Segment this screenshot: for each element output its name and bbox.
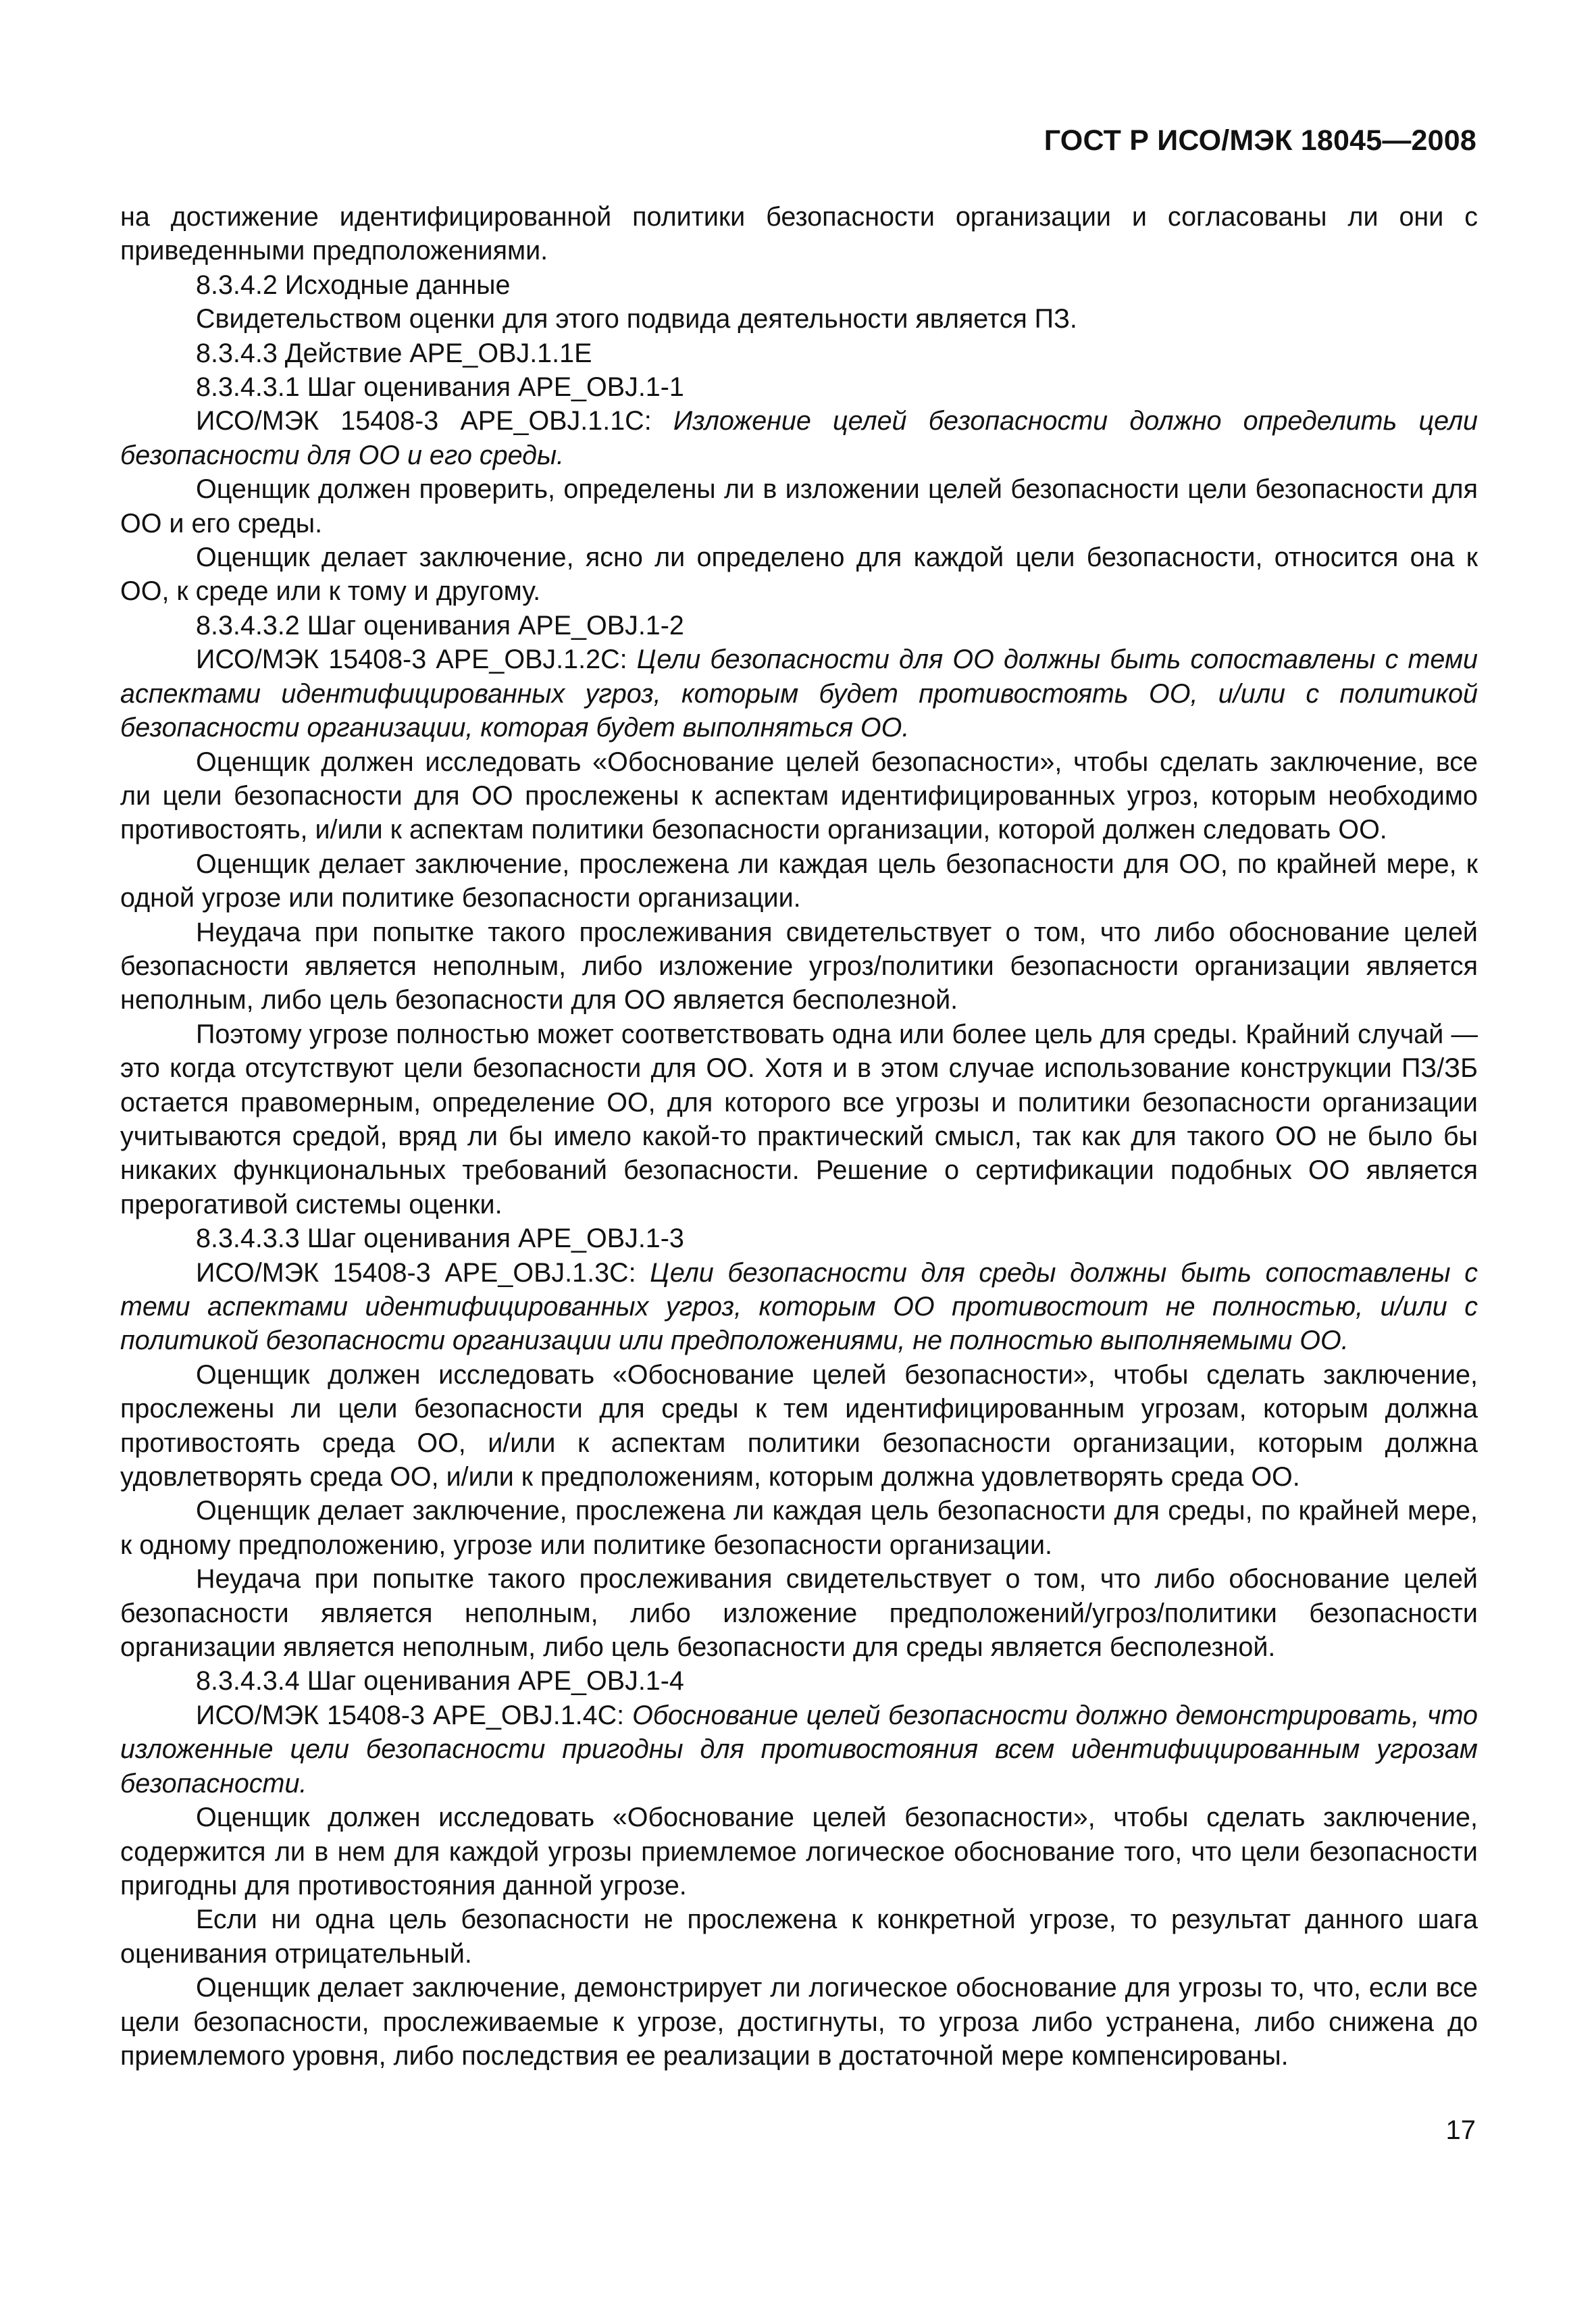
paragraph: на достижение идентифицированной политики безопасности организации и согласованы ли они с приведенными предположениями. [120,202,1478,266]
requirement-text: Изложение целей безопасности должно определить цели безопасности для ОО и его среды. [120,406,1478,470]
requirement-reference: ИСО/МЭК 15408-3 APE_OBJ.1.1C: [196,406,673,436]
paragraph: Неудача при попытке такого прослеживания свидетельствует о том, что либо обоснование целей безопасности является неполным, либо изложение угроз/политики безопасности организации является неполным, либо цель безопасности для ОО является бесполезной. [120,917,1478,1015]
paragraph: 8.3.4.3.4 Шаг оценивания APE_OBJ.1-4 [196,1666,684,1696]
paragraph: 8.3.4.3.2 Шаг оценивания APE_OBJ.1-2 [196,610,684,640]
paragraph: 8.3.4.2 Исходные данные [196,270,511,300]
paragraph: 8.3.4.3.1 Шаг оценивания APE_OBJ.1-1 [196,372,684,403]
paragraph: 8.3.4.3 Действие APE_OBJ.1.1E [196,338,592,368]
page-header-standard: ГОСТ Р ИСО/МЭК 18045—2008 [1044,124,1476,157]
paragraph: Оценщик должен исследовать «Обоснование целей безопасности», чтобы сделать заключение, содержится ли в нем для каждой угрозы приемлемое логическое обоснование того, что цели безопасности пригодны для противостояния данной угрозе. [120,1803,1478,1901]
paragraph: Если ни одна цель безопасности не прослежена к конкретной угрозе, то результат данного шага оценивания отрицательный. [120,1905,1478,1969]
paragraph: Оценщик делает заключение, прослежена ли каждая цель безопасности для среды, по крайней мере, к одному предположению, угрозе или политике безопасности организации. [120,1496,1478,1560]
page-number: 17 [1445,2115,1476,2145]
paragraph: Оценщик должен исследовать «Обоснование целей безопасности», чтобы сделать заключение, прослежены ли цели безопасности для среды к тем идентифицированным угрозам, которым должна противостоять среда ОО, и/или к аспектам политики безопасности организации, которым должна удовлетворять среда ОО, и/или к предположениям, которым должна удовлетворять среда ОО. [120,1359,1478,1492]
paragraph: Поэтому угрозе полностью может соответствовать одна или более цель для среды. Крайний случай — это когда отсутствуют цели безопасности для ОО. Хотя и в этом случае использование конструкции ПЗ/ЗБ остается правомерным, определение ОО, для которого все угрозы и политики безопасности организации учитываются средой, вряд ли бы имело какой-то практический смысл, так как для такого ОО не было бы никаких функциональных требований безопасности. Решение о сертификации подобных ОО является прерогативой системы оценки. [120,1019,1478,1219]
requirement-reference: ИСО/МЭК 15408-3 APE_OBJ.1.4C: [196,1700,633,1730]
paragraph [120,1256,1478,1358]
paragraph [120,404,1478,472]
paragraph: Оценщик должен проверить, определены ли в изложении целей безопасности цели безопасности для ОО и его среды. [120,474,1478,538]
paragraph: Оценщик делает заключение, прослежена ли каждая цель безопасности для ОО, по крайней мере, к одной угрозе или политике безопасности организации. [120,849,1478,913]
document-body [120,200,1478,2073]
requirement-text: Обоснование целей безопасности должно демонстрировать, что изложенные цели безопасности пригодны для противостояния всем идентифицированным угрозам безопасности. [120,1700,1478,1799]
requirement-reference: ИСО/МЭК 15408-3 APE_OBJ.1.2C: [196,645,637,675]
paragraph: Оценщик делает заключение, демонстрирует ли логическое обоснование для угрозы то, что, если все цели безопасности, прослеживаемые к угрозе, достигнуты, то угроза либо устранена, либо снижена до приемлемого уровня, либо последствия ее реализации в достаточной мере компенсированы. [120,1973,1478,2071]
paragraph: Неудача при попытке такого прослеживания свидетельствует о том, что либо обоснование целей безопасности является неполным, либо изложение предположений/угроз/политики безопасности организации является неполным, либо цель безопасности для среды является бесполезной. [120,1564,1478,1663]
requirement-text: Цели безопасности для ОО должны быть сопоставлены с теми аспектами идентифицированных угроз, которым будет противостоять ОО, и/или с политикой безопасности организации, которая будет выполняться ОО. [120,645,1478,743]
paragraph [120,1699,1478,1801]
requirement-reference: ИСО/МЭК 15408-3 APE_OBJ.1.3C: [196,1257,650,1288]
paragraph: Оценщик должен исследовать «Обоснование целей безопасности», чтобы сделать заключение, все ли цели безопасности для ОО прослежены к аспектам идентифицированных угроз, которым необходимо противостоять, и/или к аспектам политики безопасности организации, которой должен следовать ОО. [120,747,1478,845]
paragraph [120,643,1478,745]
requirement-text: Цели безопасности для среды должны быть сопоставлены с теми аспектами идентифицированных угроз, которым ОО противостоит не полностью, и/или с политикой безопасности организации или предположениями, не полностью выполняемыми ОО. [120,1257,1478,1356]
paragraph: Свидетельством оценки для этого подвида деятельности является ПЗ. [196,304,1077,334]
paragraph: 8.3.4.3.3 Шаг оценивания APE_OBJ.1-3 [196,1224,684,1254]
paragraph: Оценщик делает заключение, ясно ли определено для каждой цели безопасности, относится она к ОО, к среде или к тому и другому. [120,543,1478,607]
